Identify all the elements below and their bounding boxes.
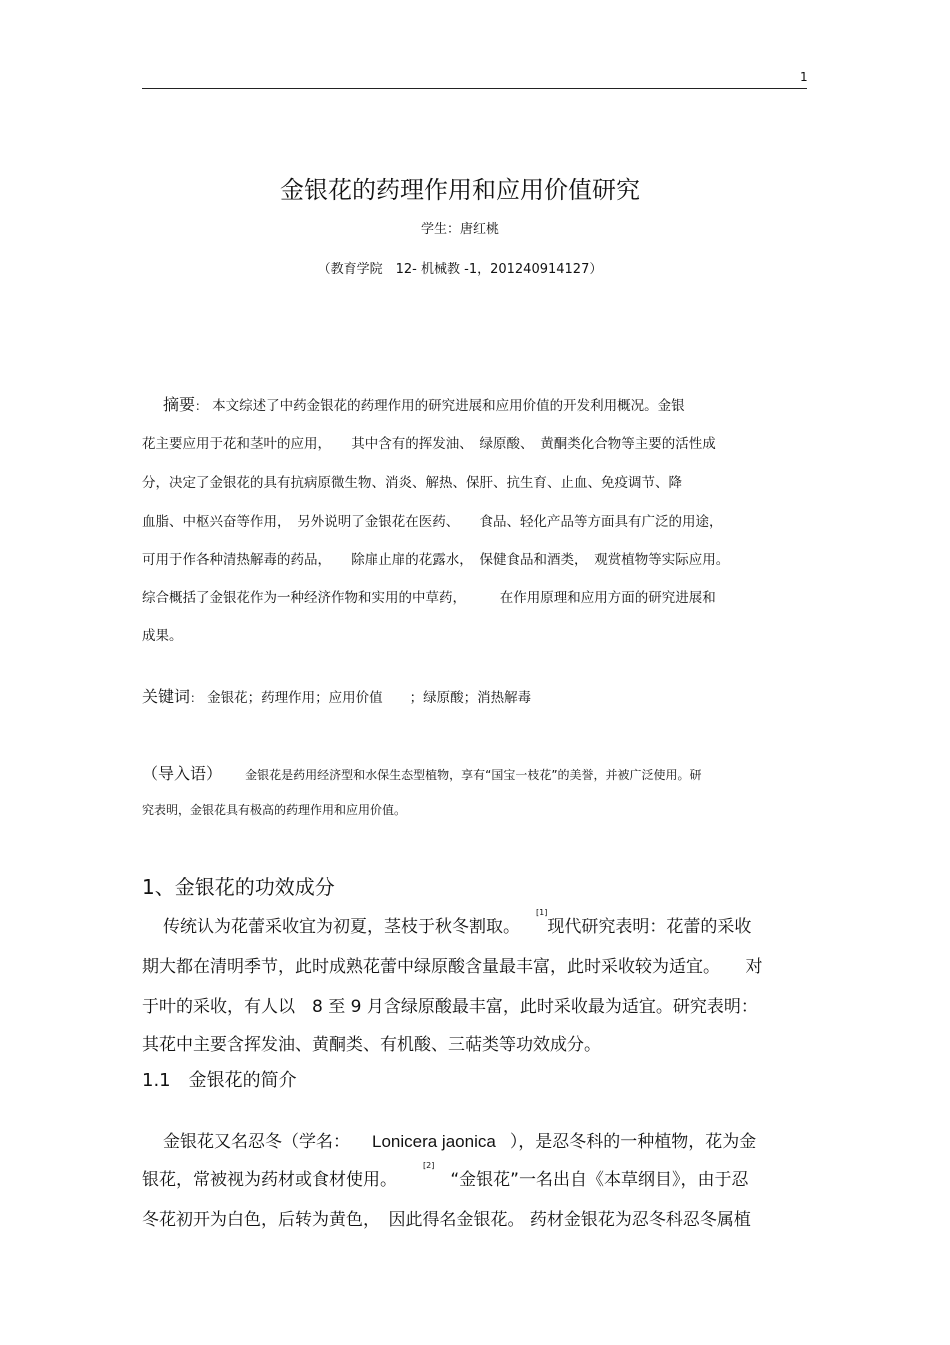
body-line [142, 1161, 749, 1190]
abstract-line: 成果。 [142, 628, 183, 644]
body-text: 金银花又名忍冬（学名： [163, 1132, 350, 1152]
body-line: 期大都在清明季节，此时成熟花蕾中绿原酸含量最丰富，此时采收较为适宜。 对 [142, 957, 763, 977]
intro-text: 金银花是药用经济型和水保生态型植物，享有“国宝一枝花”的美誉，并被广泛使用。研 [245, 768, 702, 782]
affiliation-line: （教育学院 12- 机械教 -1，201240914127） [317, 262, 603, 277]
body-text: 传统认为花蕾采收宜为初夏，茎枝于秋冬割取。 [163, 917, 520, 937]
abstract-line: 本文综述了中药金银花的药理作用的研究进展和应用价值的开发利用概况。金银 [212, 398, 685, 414]
keywords-line [142, 684, 531, 707]
paper-title: 金银花的药理作用和应用价值研究 [280, 176, 640, 204]
abstract-label: 摘要 [163, 395, 196, 414]
section-heading: 1、金银花的功效成分 [142, 875, 335, 899]
abstract-line: 血脂、中枢兴奋等作用， 另外说明了金银花在医药、 食品、轻化产品等方面具有广泛的用途， [142, 514, 723, 530]
abstract-colon: ： [195, 399, 208, 413]
keywords-label: 关键词 [142, 687, 191, 706]
body-line: 冬花初开为白色，后转为黄色， 因此得名金银花。 药材金银花为忍冬科忍冬属植 [142, 1210, 751, 1230]
intro-text: 究表明，金银花具有极高的药理作用和应用价值。 [142, 803, 407, 817]
body-text: 现代研究表明：花蕾的采收 [547, 917, 752, 937]
latin-name: Lonicera jaonica [372, 1132, 496, 1151]
keywords-colon: ： [190, 691, 203, 705]
abstract-line: 分，决定了金银花的具有抗病原微生物、消炎、解热、保肝、抗生育、止血、免疫调节、降 [142, 475, 682, 491]
body-line: 其花中主要含挥发油、黄酮类、有机酸、三萜类等功效成分。 [142, 1035, 601, 1055]
subsection-heading: 1.1 金银花的简介 [142, 1070, 297, 1091]
body-line [163, 1127, 756, 1152]
header-rule [142, 88, 807, 89]
citation-ref: [1] [536, 908, 548, 917]
abstract-line: 花主要应用于花和茎叶的应用， 其中含有的挥发油、 绿原酸、 黄酮类化合物等主要的活性成 [142, 436, 716, 452]
body-line [163, 908, 752, 937]
author-line: 学生：唐红桃 [420, 222, 499, 237]
abstract-line: 可用于作各种清热解毒的药品， 除扉止扉的花露水， 保健食品和酒类， 观赏植物等实际应用。 [142, 552, 730, 568]
citation-ref: [2] [423, 1161, 435, 1170]
intro-first-line [142, 761, 702, 784]
body-text: 银花，常被视为药材或食材使用。 [142, 1170, 397, 1190]
intro-label: （导入语） [142, 764, 223, 783]
body-line: 于叶的采收，有人以 8 至 9 月含绿原酸最丰富，此时采收最为适宜。研究表明： [142, 997, 758, 1017]
abstract-first-line [163, 392, 685, 415]
abstract-line: 综合概括了金银花作为一种经济作物和实用的中草药， 在作用原理和应用方面的研究进展和 [142, 590, 716, 606]
page-number: 1 [800, 70, 808, 84]
body-text: ），是忍冬科的一种植物，花为金 [509, 1132, 757, 1152]
body-text: “金银花”一名出自《本草纲目》，由于忍 [450, 1170, 749, 1190]
keywords-text: 金银花；药理作用；应用价值 ；绿原酸；消热解毒 [207, 690, 532, 706]
